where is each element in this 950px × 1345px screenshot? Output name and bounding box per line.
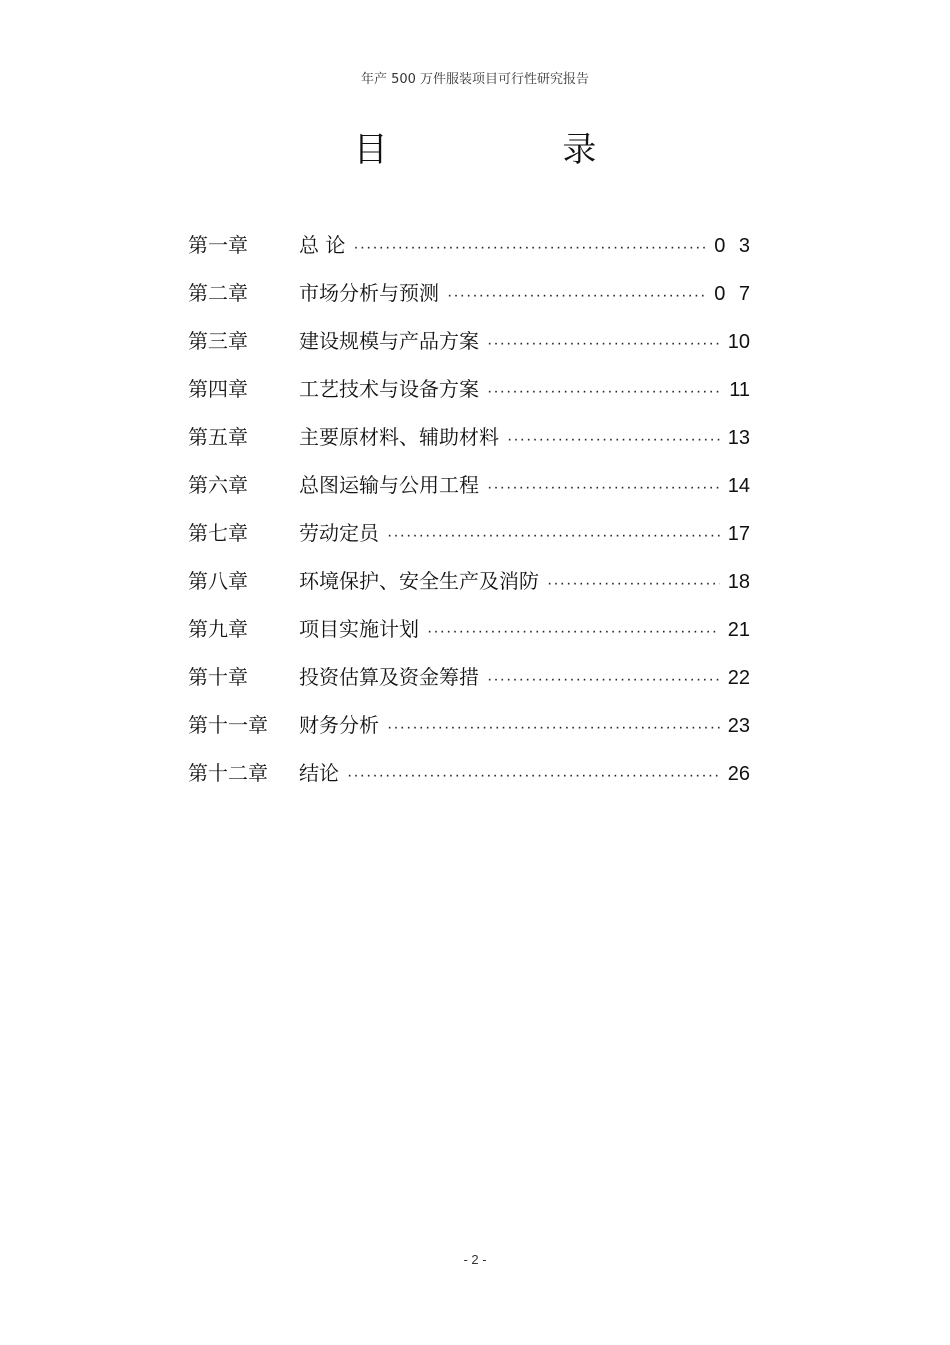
- toc-page-number: 22: [727, 667, 750, 689]
- toc-chapter-number: 第七章: [188, 521, 248, 545]
- toc-dot-leader: [353, 230, 708, 266]
- toc-page-number: 11: [729, 379, 750, 401]
- toc-chapter-number: 第五章: [188, 425, 248, 449]
- toc-page-number: 0 3: [714, 235, 750, 257]
- toc-entry[interactable]: [188, 707, 750, 755]
- toc-chapter-title: 结论: [299, 761, 339, 785]
- page-number: - 2 -: [463, 1252, 487, 1267]
- toc-entry[interactable]: [188, 419, 750, 467]
- toc-page-number: 17: [727, 523, 750, 545]
- toc-chapter-number: 第十二章: [188, 761, 268, 785]
- toc-entry[interactable]: [188, 323, 750, 371]
- toc-chapter-title: 项目实施计划: [299, 617, 419, 641]
- toc-chapter-title: 投资估算及资金筹措: [299, 665, 479, 689]
- toc-chapter-number: 第一章: [188, 233, 248, 257]
- toc-page-number: 13: [727, 427, 750, 449]
- toc-chapter-title: 总图运输与公用工程: [299, 473, 479, 497]
- toc-dot-leader: [427, 614, 720, 650]
- toc-chapter-title: 环境保护、安全生产及消防: [299, 569, 539, 593]
- toc-chapter-number: 第九章: [188, 617, 248, 641]
- toc-chapter-title: 主要原材料、辅助材料: [299, 425, 499, 449]
- toc-entry[interactable]: [188, 467, 750, 515]
- toc-chapter-title: 工艺技术与设备方案: [299, 377, 479, 401]
- toc-chapter-title: 总 论: [299, 233, 346, 257]
- toc-chapter-number: 第十章: [188, 665, 248, 689]
- toc-page-number: 10: [727, 331, 750, 353]
- toc-dot-leader: [547, 566, 720, 602]
- toc-entry[interactable]: [188, 275, 750, 323]
- toc-dot-leader: [347, 758, 720, 794]
- toc-dot-leader: [387, 518, 720, 554]
- toc-dot-leader: [387, 710, 720, 746]
- toc-chapter-number: 第十一章: [188, 713, 268, 737]
- toc-entry[interactable]: [188, 611, 750, 659]
- toc-title: 目 录: [353, 130, 679, 170]
- toc-entry[interactable]: [188, 755, 750, 803]
- toc-dot-leader: [487, 326, 720, 362]
- toc-dot-leader: [487, 470, 720, 506]
- toc-chapter-title: 劳动定员: [299, 521, 379, 545]
- table-of-contents: [188, 227, 750, 803]
- toc-chapter-number: 第二章: [188, 281, 248, 305]
- toc-page-number: 18: [727, 571, 750, 593]
- toc-chapter-number: 第六章: [188, 473, 248, 497]
- toc-chapter-title: 建设规模与产品方案: [299, 329, 479, 353]
- toc-dot-leader: [487, 662, 720, 698]
- toc-chapter-number: 第三章: [188, 329, 248, 353]
- toc-chapter-title: 市场分析与预测: [299, 281, 439, 305]
- running-header: 年产 500 万件服装项目可行性研究报告: [360, 72, 590, 87]
- toc-dot-leader: [507, 422, 720, 458]
- toc-entry[interactable]: [188, 371, 750, 419]
- toc-page-number: 23: [727, 715, 750, 737]
- toc-dot-leader: [447, 278, 708, 314]
- toc-page-number: 14: [727, 475, 750, 497]
- toc-dot-leader: [487, 374, 720, 410]
- toc-chapter-title: 财务分析: [299, 713, 379, 737]
- toc-entry[interactable]: [188, 659, 750, 707]
- toc-page-number: 21: [727, 619, 750, 641]
- toc-page-number: 0 7: [714, 283, 750, 305]
- toc-chapter-number: 第八章: [188, 569, 248, 593]
- toc-chapter-number: 第四章: [188, 377, 248, 401]
- toc-entry[interactable]: [188, 227, 750, 275]
- toc-entry[interactable]: [188, 563, 750, 611]
- toc-page-number: 26: [727, 763, 750, 785]
- toc-entry[interactable]: [188, 515, 750, 563]
